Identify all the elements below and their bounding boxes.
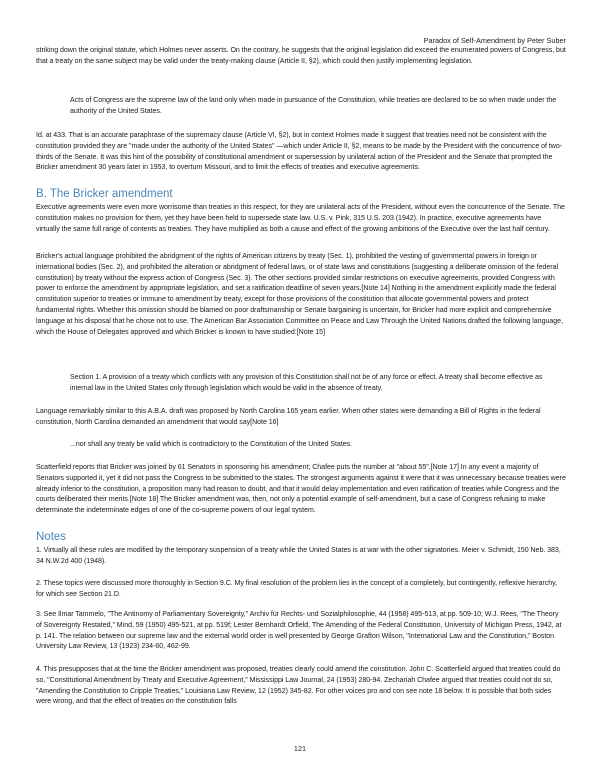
page-number: 121 [293, 744, 307, 753]
block-quote-holmes: Acts of Congress are the supreme law of the land only when made in pursuance of the Constitution, while treaties are declared to be so when made under the authority of the United States. [70, 97, 557, 115]
paragraph-continued: striking down the original statute, which Holmes never asserts. On the contrary, he suggests that the original legislation did exceed the enumerated powers of Congress, but that a treaty on the same subject may be valid under the treaty-making clause (Article II, §2), which could then justify implementing legislation. [36, 47, 566, 65]
paragraph-north-carolina: Language remarkably similar to this A.B.A. draft was proposed by North Carolina 165 years earlier. When other states were demanding a Bill of Rights in the federal constitution, North Carolina demanded an amendment that would say[Note 16] [36, 408, 541, 426]
paragraph-scatterfield: Scatterfield reports that Bricker was joined by 61 Senators in sponsoring his amendment; Chafee puts the number at "about 55".[Note 17] In any event a majority of Senators supported it, yet it did not pass the Congress to be submitted to the states. The strongest arguments against it were that it was unnecessary because treaties were already inferior to the constitution, a proposition many had reason to doubt, and that it would delay implementation and even ratification of treaties while Congress and the courts deliberated their merits.[Note 18] The Bricker amendment was, then, not only a potential example of self-amendment, but a case of Congress refusing to make determinate the indeterminate edges of one of the co-supreme powers of our legal system. [36, 464, 566, 515]
note-item-4: 4. This presupposes that at the time the Bricker amendment was proposed, treaties clearly could amend the constitution. John C. Scatterfield argued that treaties could do so, "Constitutional Amendment by Treaty and Executive Agreement," Mississippi Law Journal, 24 (1953) 280-94. Zechariah Chafee argued that treaties could not do so, "Amending the Constitution to Cripple Treaties," Louisiana Law Review, 12 (1952) 345-82. For other voices pro and con see note 18 below. It is possible that both sides were wrong, and that the effect of treaties on the constitution falls [36, 666, 561, 706]
paragraph-executive-agreements: Executive agreements were even more worrisome than treaties in this respect, for they are unilateral acts of the President, without even the concurrence of the Senate. The constitution makes no provision for them, yet they have been held to supersede state law. U.S. v. Pink, 315 U.S. 203 (1942). In practice, executive agreements have virtually the same full range of contents as treaties. They have multiplied as both a cause and effect of the growing ambitions of the Executive over the last half century. [36, 204, 565, 233]
block-quote-north-carolina: ...nor shall any treaty be valid which is contradictory to the Constitution of the United States. [70, 441, 353, 448]
paragraph-bricker-language: Bricker's actual language prohibited the abridgment of the rights of American citizens by treaty (Sec. 1), prohibited the vesting of governmental powers in foreign or international bodies (Sec. 2), and prohibited the alteration or abridgment of federal laws, or of state laws and constitutions (suggesting a deliberate omission of the federal constitution) by treaty without the express action of Congress (Sec. 3). The other sections provided similar restrictions on executive agreements, provided Congress with power to enforce the amendment by appropriate legislation, and set a ratification deadline of seven years.[Note 14] Nothing in the amendment explicitly made the federal constitution superior to treaties or immune to amendment by treaty, except for those provisions of the constitution that allocate governmental powers and protect fundamental rights. Whether this omission should be blamed on poor draftsmanship or Senate bargaining is uncertain, for Bricker had more explicit and comprehensive language at his disposal that he chose not to use. The American Bar Association Committee on Peace and Law Through the United Nations drafted the following language, which the House of Delegates approved and which Bricker is known to have studied:[Note 15] [36, 253, 564, 336]
section-heading-bricker: B. The Bricker amendment [36, 188, 173, 200]
paragraph-id-433: Id. at 433. That is an accurate paraphrase of the supremacy clause (Article VI, §2), but in context Holmes made it suggest that treaties need not be consistent with the constitution provided they are "made under the authority of the United States" —which under Article II, §2, means to be made by the President with the concurrence of two-thirds of the Senate. It was this hint of the possibility of constitutional amendment or supersession by unilateral action of the President and the Senate that prompted the Bricker amendment 30 years later in 1953, to overturn Missouri, and to limit the effects of treaties and executive agreements. [36, 132, 563, 172]
note-item-1: 1. Virtually all these rules are modified by the temporary suspension of a treaty while the United States is at war with the other signatories. Meier v. Schmidt, 150 Neb. 383, 34 N.W.2d 400 (1948). [36, 547, 561, 565]
running-header-title: Paradox of Self-Amendment by Peter Suber [423, 36, 566, 45]
note-item-3: 3. See Ilmar Tammelo, "The Antinomy of Parliamentary Sovereignty," Archiv für Rechts- und Sozialphilosophie, 44 (1958) 495-513, at pp. 509-10; W.J. Rees, "The Theory of Sovereignty Restated," Mind, 59 (1950) 495-521, at pp. 519f; Lester Bernhardt Orfield, The Amending of the Federal Constitution, University of Michigan Press, 1942, at p. 141. The relation between our supreme law and the external world order is well presented by George Grafton Wilson, "International Law and the Constitution," Boston University Law Review, 13 (1923) 234-60, 462-99. [36, 611, 562, 651]
block-quote-aba-draft: Section 1. A provision of a treaty which conflicts with any provision of this Constitution shall not be of any force or effect. A treaty shall become effective as internal law in the United States only through legislation which would be valid in the absence of treaty. [70, 374, 543, 392]
note-item-2: 2. These topics were discussed more thoroughly in Section 9.C. My final resolution of the problem lies in the concept of a completely, but contingently, reflexive hierarchy, for which see Section 21.D. [36, 580, 558, 598]
notes-heading: Notes [36, 531, 67, 543]
